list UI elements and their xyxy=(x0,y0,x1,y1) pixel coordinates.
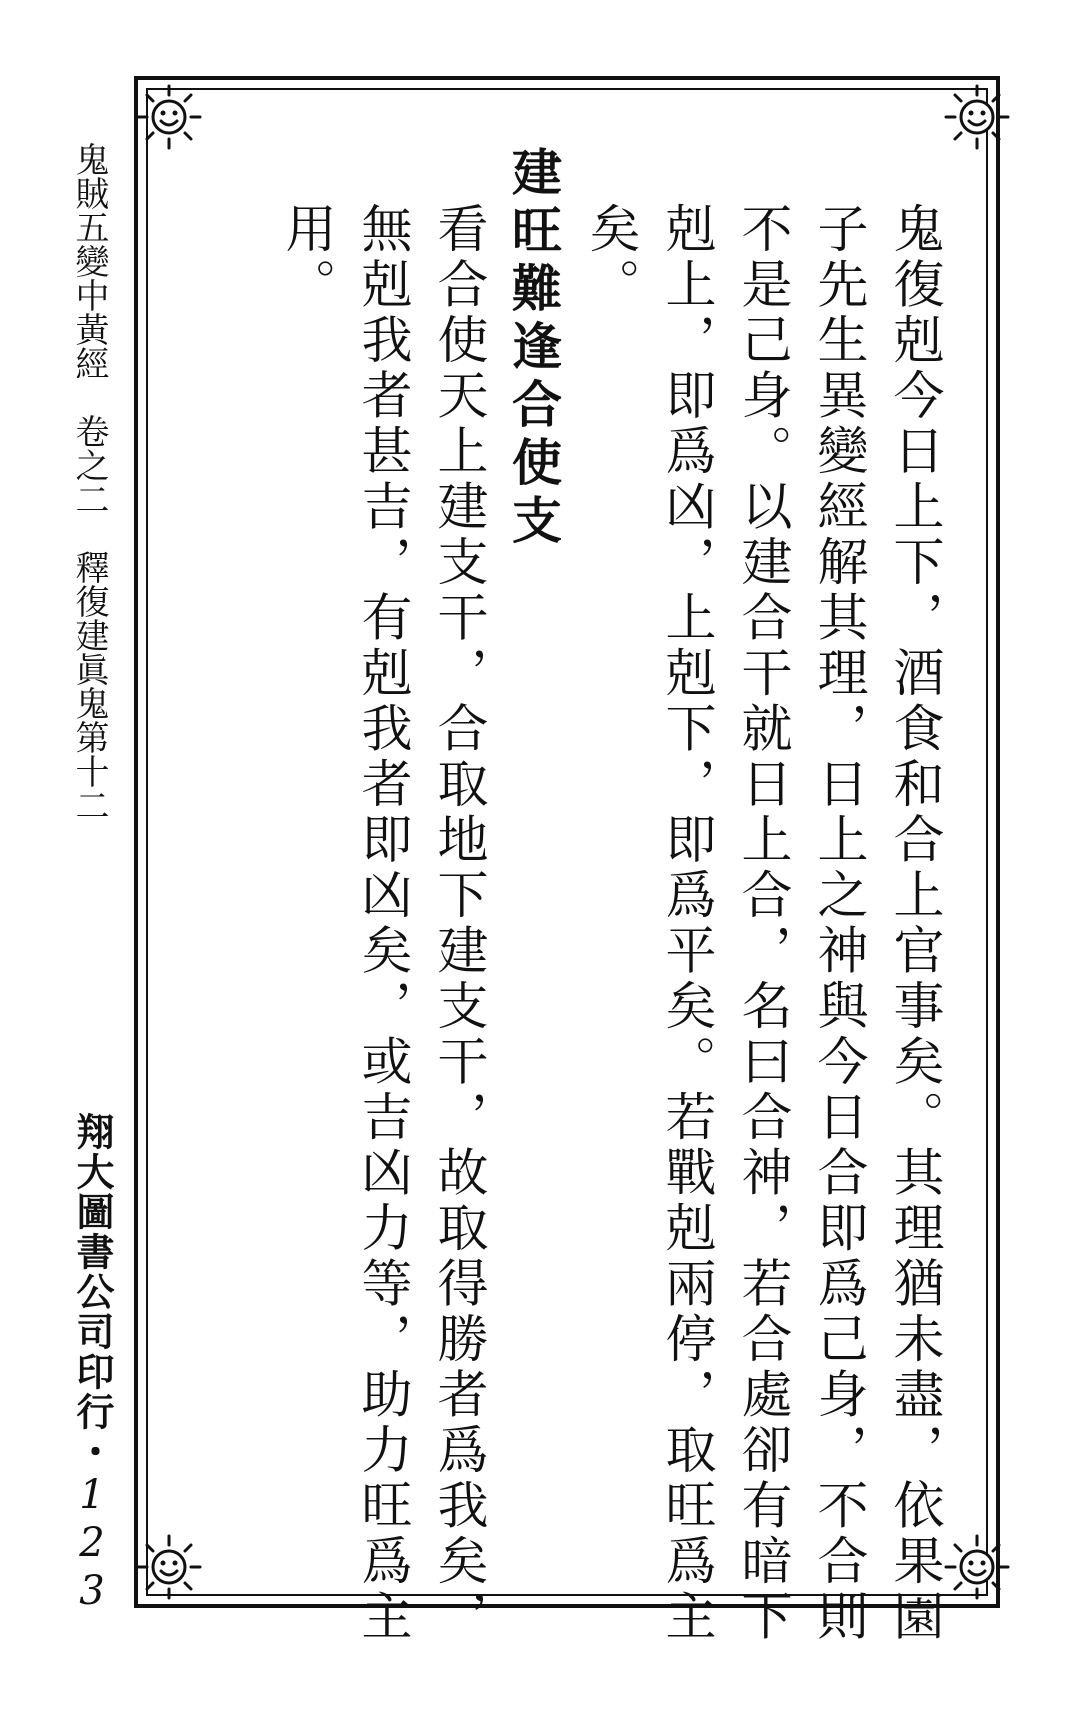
sun-face-icon xyxy=(942,1532,1012,1602)
body-column-2: 子先生異變經解其理，日上之神與今日合即爲己身，不合則 xyxy=(808,202,867,1645)
page-number: 123 xyxy=(69,1472,115,1616)
publisher-name: 翔大圖書公司印行・ xyxy=(70,1112,115,1472)
page-footer xyxy=(69,1112,115,1616)
section-column-1: 看合使天上建支干，合取地下建支干，故取得勝者爲我矣， xyxy=(428,202,487,1645)
running-header: 鬼賊五變中黃經 卷之二 釋復建眞鬼第十二 xyxy=(69,142,109,822)
sun-face-icon xyxy=(942,82,1012,152)
body-column-1: 鬼復剋今日上下，酒食和合上官事矣。其理猶未盡，依果園 xyxy=(884,202,943,1645)
body-column-4: 剋上，即爲凶，上剋下，即爲平矣。若戰剋兩停，取旺爲主 xyxy=(656,202,715,1645)
sun-face-icon xyxy=(134,1532,204,1602)
section-column-3: 用。 xyxy=(276,202,335,313)
sun-face-icon xyxy=(134,82,204,152)
section-column-2: 無剋我者甚吉，有剋我者即凶矣，或吉凶力等，助力旺爲主 xyxy=(352,202,411,1645)
section-title: 建旺難逢合使支 xyxy=(504,146,563,552)
body-column-5: 矣。 xyxy=(580,202,639,313)
body-column-3: 不是己身。以建合干就日上合，名曰合神，若合處卻有暗下 xyxy=(732,202,791,1645)
